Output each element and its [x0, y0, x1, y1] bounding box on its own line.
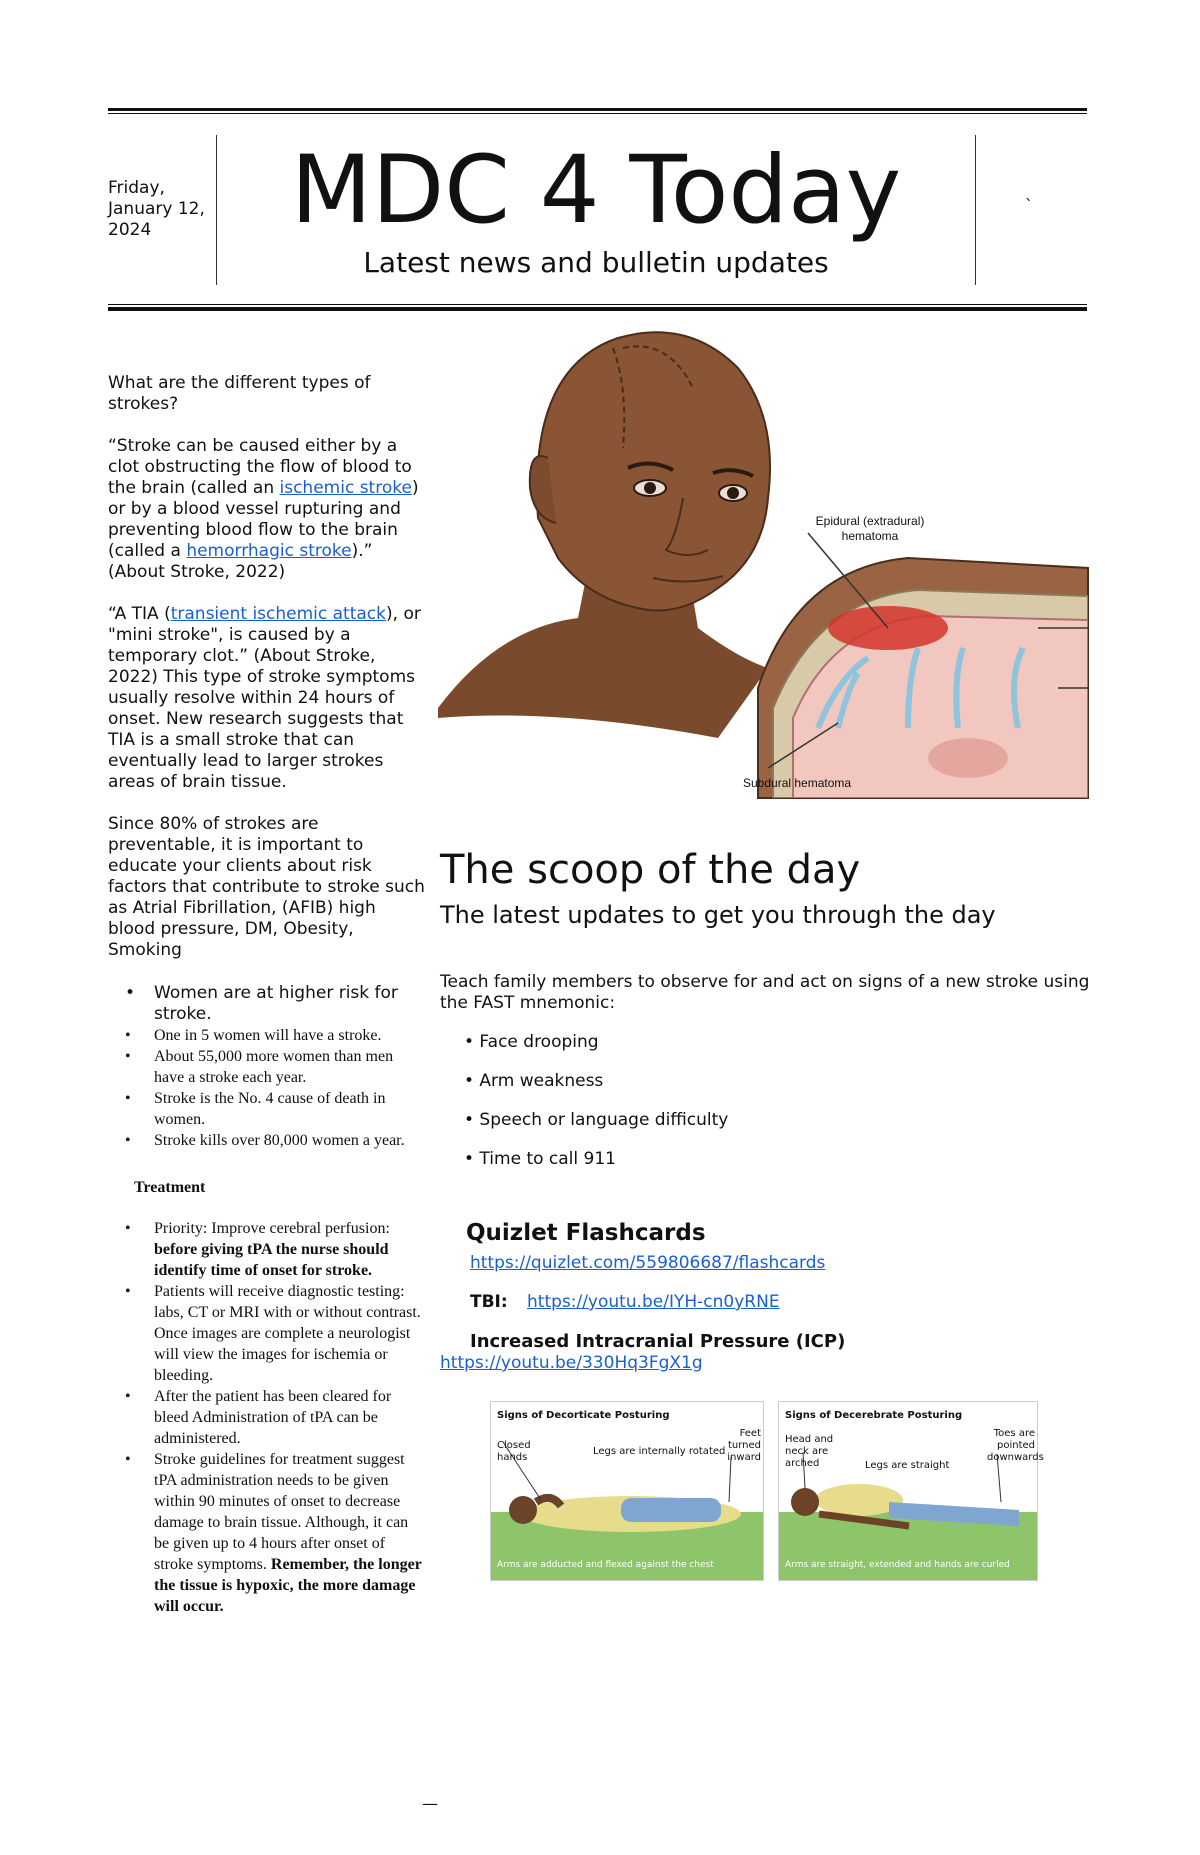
epidural-label: Epidural (extradural) hematoma — [815, 514, 925, 543]
issue-date: Friday, January 12, 2024 — [108, 178, 205, 240]
decerebrate-posturing-image — [778, 1401, 1044, 1581]
scoop-subtitle: The latest updates to get you through the day — [440, 901, 996, 929]
fast-item-arm: • Arm weakness — [464, 1071, 604, 1091]
decerebrate-caption: Arms are straight, extended and hands are curled — [785, 1560, 1010, 1570]
fast-item-face: • Face drooping — [464, 1032, 599, 1052]
women-bullet-list — [100, 983, 426, 1151]
ischemic-stroke-link[interactable]: ischemic stroke — [279, 478, 412, 498]
top-rule — [108, 108, 1087, 111]
decorticate-label-legs: Legs are internally rotated — [593, 1446, 726, 1457]
icp-link[interactable]: https://youtu.be/330Hq3FgX1g — [440, 1353, 703, 1373]
quizlet-heading: Quizlet Flashcards — [466, 1220, 706, 1246]
list-item: • One in 5 women will have a stroke. — [100, 1025, 426, 1046]
fast-item-time: • Time to call 911 — [464, 1149, 616, 1169]
treatment-list — [100, 1218, 426, 1617]
bottom-rule-thin — [108, 304, 1087, 305]
masthead-mark: ` — [1025, 196, 1033, 215]
list-item — [100, 1218, 426, 1281]
decerebrate-title: Signs of Decerebrate Posturing — [785, 1410, 963, 1421]
fast-intro: Teach family members to observe for and act on signs of a new stroke using the FAST mnemonic: — [440, 972, 1090, 1013]
tbi-link[interactable]: https://youtu.be/IYH-cn0yRNE — [527, 1292, 780, 1312]
p1-text-c: ).” (About Stroke, 2022) — [108, 541, 373, 582]
tia-link[interactable]: transient ischemic attack — [170, 604, 386, 624]
p1-text-a: “Stroke can be caused either by a clot obstructing the flow of blood to the brain (called an — [108, 436, 412, 498]
decerebrate-label-head: Head and neck are arched — [785, 1434, 834, 1469]
fast-list — [464, 1032, 728, 1188]
decorticate-label-hands: Closed hands — [497, 1440, 531, 1463]
left-column — [108, 373, 426, 1617]
t1-bold: before giving tPA the nurse should identify time of onset for stroke. — [154, 1241, 389, 1279]
footer-mark: — — [422, 1794, 438, 1813]
p2-text-b: ), or "mini stroke", is caused by a temporary clot.” (About Stroke, 2022) This type of stroke symptoms usually resolve within 24 hours of onset. New research suggests that TIA is a small stroke that can eventually lead to larger strokes areas of brain tissue. — [108, 604, 421, 792]
p1-text-b: ) or by a blood vessel rupturing and preventing blood flow to the brain (called a — [108, 478, 419, 561]
list-item: • After the patient has been cleared for bleed Administration of tPA can be administered. — [100, 1386, 426, 1449]
tbi-label: TBI: — [470, 1292, 508, 1312]
decorticate-posturing-image — [490, 1401, 764, 1581]
question-text: What are the different types of strokes? — [108, 373, 371, 414]
decerebrate-label-toes: Toes are pointed downwards — [987, 1428, 1044, 1463]
list-item: • About 55,000 more women than men have a stroke each year. — [100, 1046, 426, 1088]
decorticate-label-feet: Feet turned inward — [727, 1428, 761, 1463]
subdural-label: Subdural hematoma — [743, 776, 852, 790]
scoop-title: The scoop of the day — [440, 847, 861, 893]
p2-text-a: “A TIA ( — [108, 604, 171, 624]
treatment-heading: Treatment — [134, 1179, 206, 1196]
newsletter-subtitle: Latest news and bulletin updates — [363, 246, 829, 279]
decorticate-title: Signs of Decorticate Posturing — [497, 1410, 670, 1421]
list-item: • Stroke is the No. 4 cause of death in women. — [100, 1088, 426, 1130]
decerebrate-label-legs: Legs are straight — [865, 1460, 950, 1471]
list-item: • Women are at higher risk for stroke. — [100, 983, 426, 1025]
list-item: • Stroke kills over 80,000 women a year. — [100, 1130, 426, 1151]
hemorrhagic-stroke-link[interactable]: hemorrhagic stroke — [186, 541, 352, 561]
tia-paragraph — [108, 604, 426, 793]
t4-bold: Remember, the longer the tissue is hypoxic, the more damage will occur. — [154, 1556, 422, 1615]
quizlet-link[interactable]: https://quizlet.com/559806687/flashcards — [470, 1253, 826, 1273]
newsletter-title: MDC 4 Today — [290, 136, 902, 245]
preventable-paragraph: Since 80% of strokes are preventable, it is important to educate your clients about risk factors that contribute to stroke such as Atrial Fibrillation, (AFIB) high blood pressure, DM, Obesity, Smoking — [108, 814, 425, 960]
t1-text: Priority: Improve cerebral perfusion: — [154, 1220, 390, 1237]
hematoma-illustration — [438, 328, 1088, 798]
head-hematoma-image — [438, 328, 1088, 798]
t4-text: Stroke guidelines for treatment suggest tPA administration needs to be given within 90 minutes of onset to decrease damage to brain tissue. Although, it can be given up to 4 hours after onset of stroke symptoms. — [154, 1451, 409, 1573]
decorticate-caption: Arms are adducted and flexed against the chest — [497, 1560, 714, 1570]
top-rule-thin — [108, 113, 1087, 114]
list-item — [100, 1449, 426, 1617]
stroke-definition-paragraph — [108, 436, 426, 583]
bottom-rule — [108, 307, 1087, 311]
fast-item-speech: • Speech or language difficulty — [464, 1110, 729, 1130]
list-item: • Patients will receive diagnostic testing: labs, CT or MRI with or without contrast. Once images are complete a neurologist will view the images for ischemia or bleeding. — [100, 1281, 426, 1386]
icp-heading: Increased Intracranial Pressure (ICP) — [470, 1331, 846, 1352]
